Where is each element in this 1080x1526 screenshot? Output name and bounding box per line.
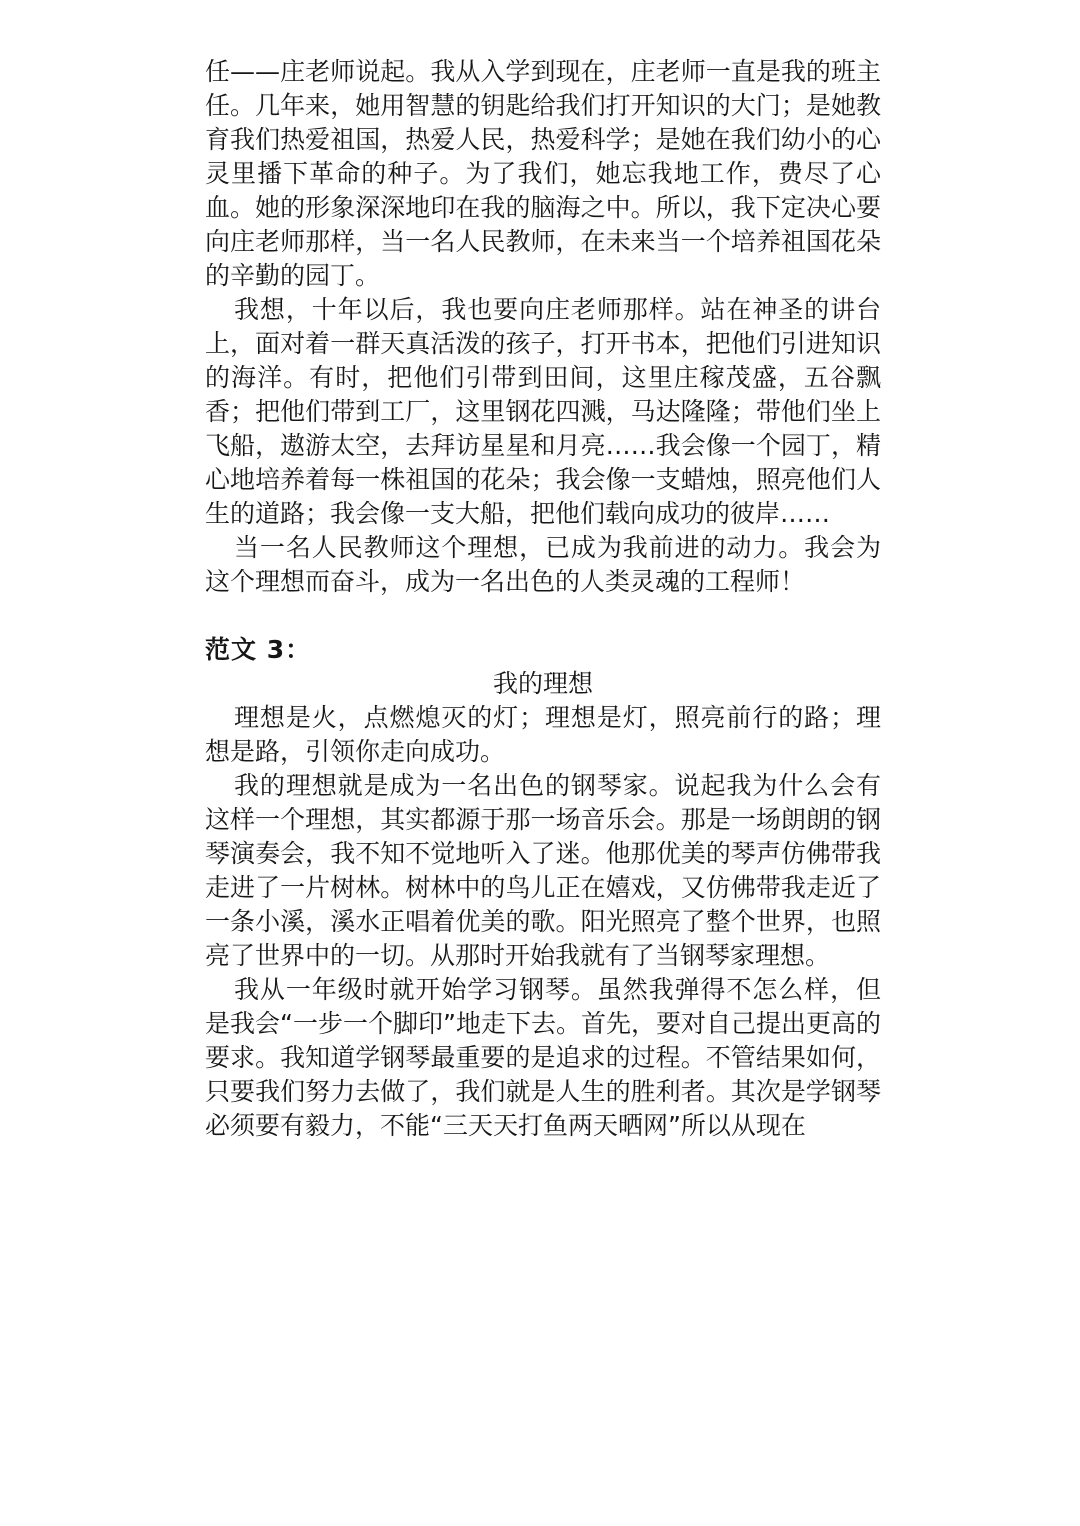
essay3-paragraph-3: 我从一年级时就开始学习钢琴。虽然我弹得不怎么样，但是我会“一步一个脚印”地走下去。首先，要对自己提出更高的要求。我知道学钢琴最重要的是追求的过程。不管结果如何，只要我们努力去做了，我们就是人生的胜利者。其次是学钢琴必须要有毅力，不能“三天天打鱼两天晒网”所以从现在 xyxy=(205,975,881,1140)
essay3-label: 范文 3： xyxy=(205,635,312,664)
essay3-title: 我的理想 xyxy=(492,669,593,698)
essay2-paragraph-2: 我想，十年以后，我也要向庄老师那样。站在神圣的讲台上，面对着一群天真活泼的孩子，打开书本，把他们引进知识的海洋。有时，把他们引带到田间，这里庄稼茂盛，五谷飘香；把他们带到工厂，这里钢花四溅，马达隆隆；带他们坐上飞船，遨游太空，去拜访星星和月亮……我会像一个园丁，精心地培养着每一株祖国的花朵；我会像一支蜡烛，照亮他们人生的道路；我会像一支大船，把他们载向成功的彼岸…… xyxy=(205,295,881,528)
essay3-paragraph-1: 理想是火，点燃熄灭的灯；理想是灯，照亮前行的路；理想是路，引领你走向成功。 xyxy=(205,703,881,766)
essay3-paragraph-2: 我的理想就是成为一名出色的钢琴家。说起我为什么会有这样一个理想，其实都源于那一场音乐会。那是一场朗朗的钢琴演奏会，我不知不觉地听入了迷。他那优美的琴声仿佛带我走进了一片树林。树林中的鸟儿正在嬉戏，又仿佛带我走近了一条小溪，溪水正唱着优美的歌。阳光照亮了整个世界，也照亮了世界中的一切。从那时开始我就有了当钢琴家理想。 xyxy=(205,771,881,970)
document-page xyxy=(205,55,881,1143)
essay2-paragraph-1: 任——庄老师说起。我从入学到现在，庄老师一直是我的班主任。几年来，她用智慧的钥匙给我们打开知识的大门；是她教育我们热爱祖国，热爱人民，热爱科学；是她在我们幼小的心灵里播下革命的种子。为了我们，她忘我地工作，费尽了心血。她的形象深深地印在我的脑海之中。所以，我下定决心要向庄老师那样，当一名人民教师，在未来当一个培养祖国花朵的辛勤的园丁。 xyxy=(205,57,881,290)
essay2-paragraph-3: 当一名人民教师这个理想，已成为我前进的动力。我会为这个理想而奋斗，成为一名出色的人类灵魂的工程师！ xyxy=(205,533,881,596)
